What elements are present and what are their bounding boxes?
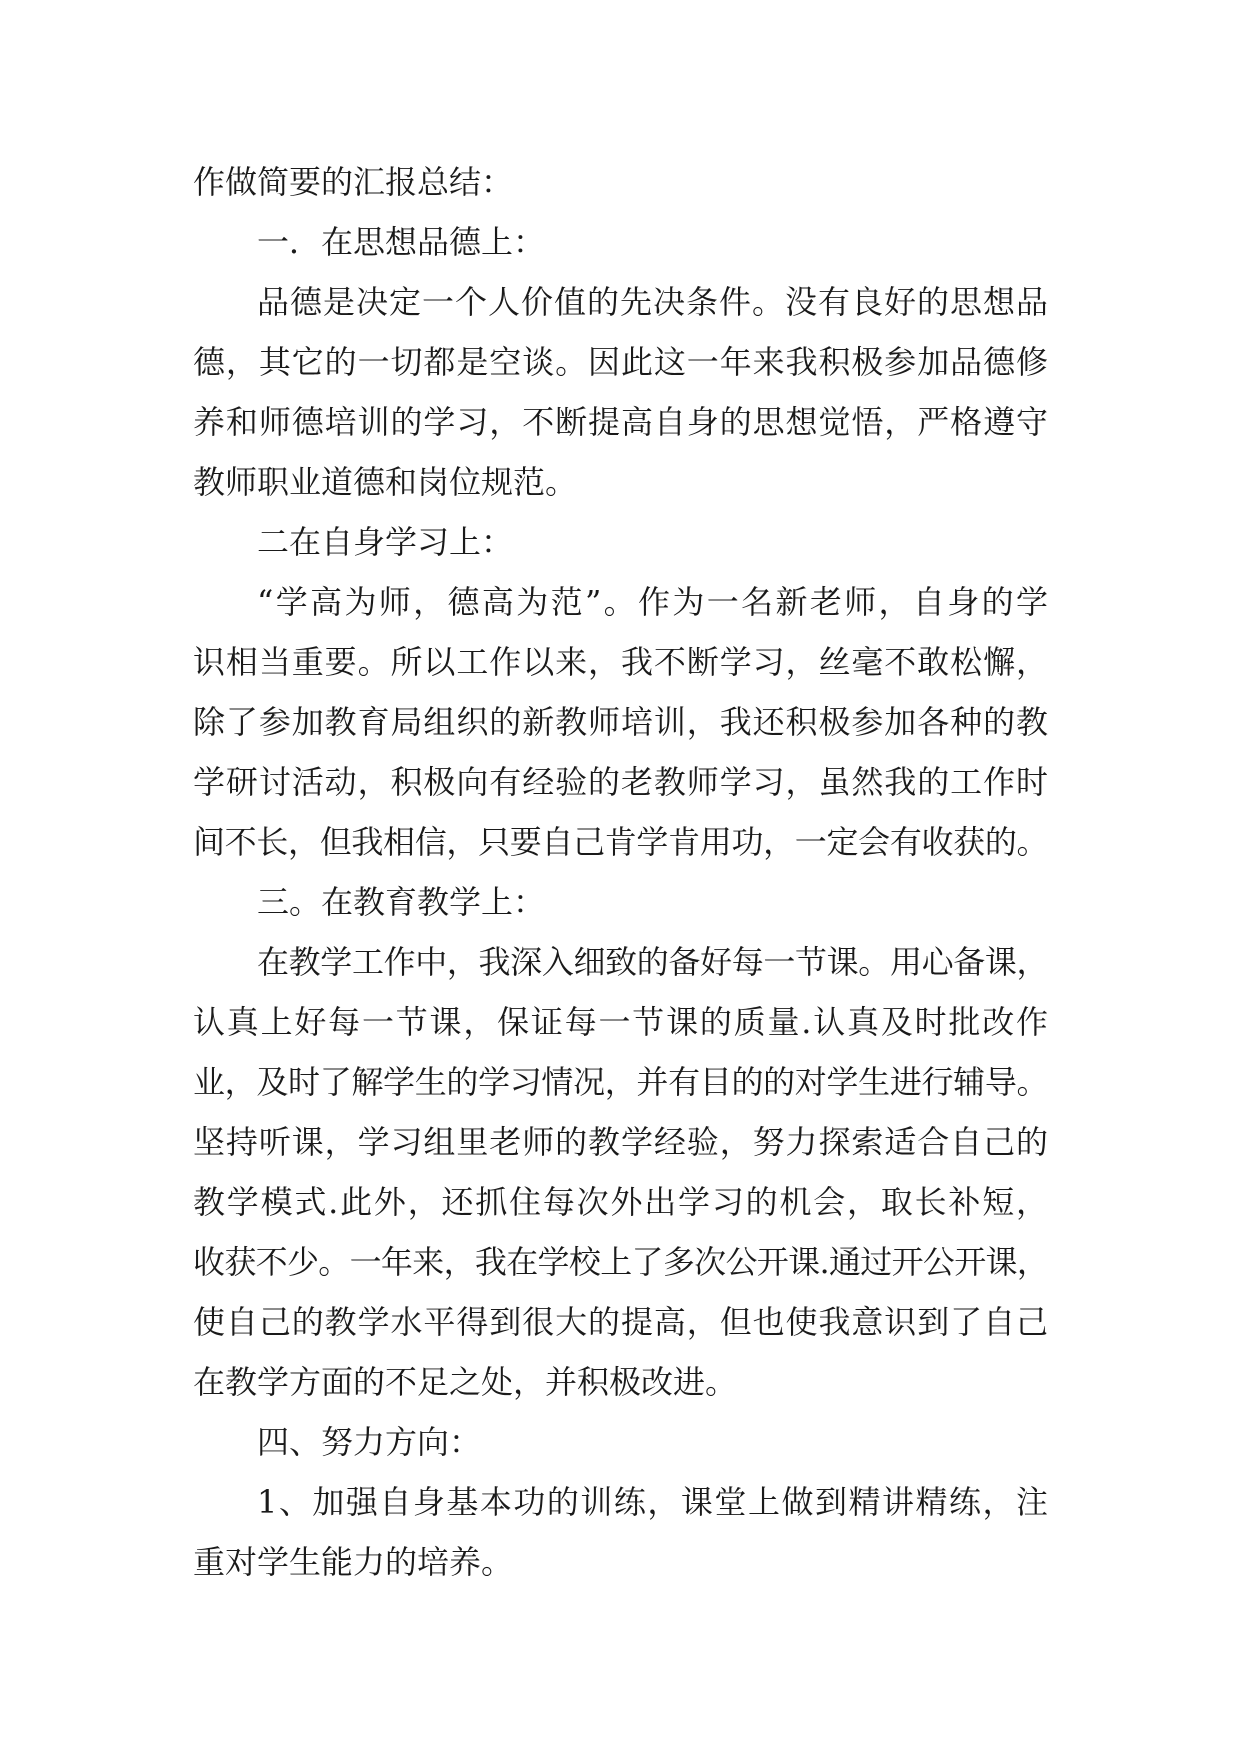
text-line: 在教学工作中，我深入细致的备好每一节课。用心备课， — [257, 943, 1048, 981]
text-line: 业，及时了解学生的学习情况，并有目的的对学生进行辅导。 — [193, 1063, 1048, 1101]
section-heading-ideology: 一．在思想品德上： — [257, 223, 546, 261]
text-line: 品德是决定一个人价值的先决条件。没有良好的思想品 — [257, 283, 1048, 321]
text-line: 认真上好每一节课，保证每一节课的质量.认真及时批改作 — [193, 1003, 1048, 1041]
section-heading-teaching: 三。在教育教学上： — [257, 883, 546, 921]
text-line: 德，其它的一切都是空谈。因此这一年来我积极参加品德修 — [193, 343, 1048, 381]
text-line: 教学模式.此外，还抓住每次外出学习的机会，取长补短， — [193, 1183, 1048, 1221]
text-line: 在教学方面的不足之处，并积极改进。 — [193, 1363, 738, 1401]
document-body — [193, 152, 1048, 1592]
text-line: 作做简要的汇报总结： — [193, 163, 514, 201]
text-line: 间不长，但我相信，只要自己肯学肯用功，一定会有收获的。 — [193, 823, 1048, 861]
text-line: 学研讨活动，积极向有经验的老教师学习，虽然我的工作时 — [193, 763, 1048, 801]
text-line: 重对学生能力的培养。 — [193, 1543, 514, 1581]
section-heading-self-study: 二在自身学习上： — [257, 523, 514, 561]
text-line: 除了参加教育局组织的新教师培训，我还积极参加各种的教 — [193, 703, 1048, 741]
text-line: 1、加强自身基本功的训练，课堂上做到精讲精练，注 — [257, 1483, 1048, 1521]
text-line: 坚持听课，学习组里老师的教学经验，努力探索适合自己的 — [193, 1123, 1048, 1161]
text-line: 识相当重要。所以工作以来，我不断学习，丝毫不敢松懈， — [193, 643, 1048, 681]
text-line: 教师职业道德和岗位规范。 — [193, 463, 578, 501]
text-line: 养和师德培训的学习，不断提高自身的思想觉悟，严格遵守 — [193, 403, 1048, 441]
text-line: 使自己的教学水平得到很大的提高，但也使我意识到了自己 — [193, 1303, 1048, 1341]
section-heading-direction: 四、努力方向： — [257, 1423, 482, 1461]
text-line: 收获不少。一年来，我在学校上了多次公开课.通过开公开课， — [193, 1243, 1048, 1281]
text-line: “学高为师，德高为范”。作为一名新老师，自身的学 — [257, 583, 1048, 621]
